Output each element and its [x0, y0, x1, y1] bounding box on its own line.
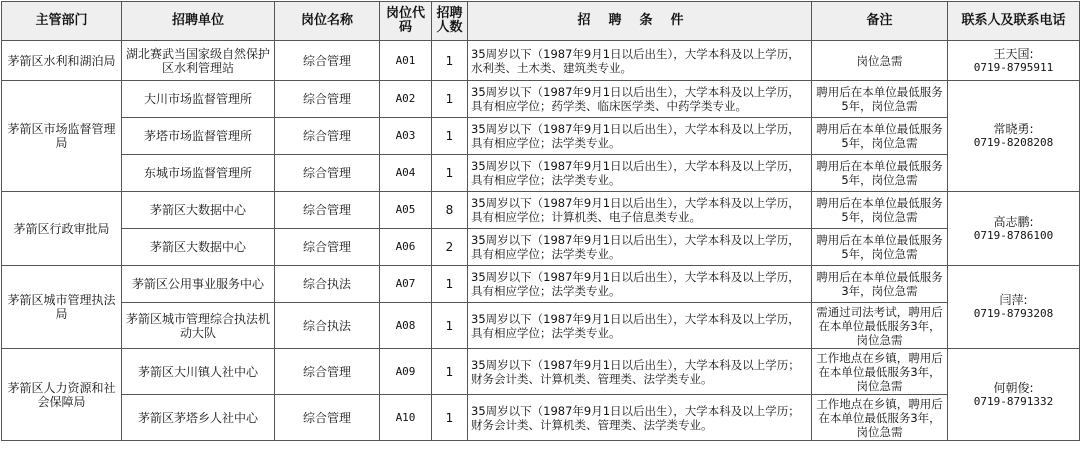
code-cell: A01 — [380, 41, 432, 81]
count-cell: 1 — [432, 395, 468, 441]
position-cell: 综合管理 — [275, 155, 380, 192]
requirements-cell: 35周岁以下（1987年9月1日以后出生），大学本科及以上学历，具有相应学位；计算机类、电子信息类专业。 — [468, 192, 812, 229]
contact-cell — [948, 266, 1080, 349]
count-cell: 2 — [432, 229, 468, 266]
contact-cell — [948, 41, 1080, 81]
code-cell: A04 — [380, 155, 432, 192]
requirements-cell: 35周岁以下（1987年9月1日以后出生），大学本科及以上学历，具有相应学位；药学类、临床医学类、中药学类专业。 — [468, 81, 812, 118]
count-cell: 8 — [432, 192, 468, 229]
code-cell: A02 — [380, 81, 432, 118]
unit-cell: 湖北赛武当国家级自然保护区水利管理站 — [122, 41, 275, 81]
requirements-cell: 35周岁以下（1987年9月1日以后出生），大学本科及以上学历；财务会计类、计算机类、管理类、法学类专业。 — [468, 395, 812, 441]
contact-name: 闫萍: — [999, 293, 1028, 307]
unit-cell: 东城市场监督管理所 — [122, 155, 275, 192]
table-row — [2, 118, 1080, 155]
contact-phone: 0719-8793208 — [973, 307, 1054, 320]
table-row — [2, 266, 1080, 303]
contact-cell — [948, 81, 1080, 192]
position-cell: 综合管理 — [275, 41, 380, 81]
count-cell: 1 — [432, 349, 468, 395]
contact-phone: 0719-8786100 — [973, 228, 1054, 242]
contact-cell — [948, 192, 1080, 266]
unit-cell: 茅箭区大数据中心 — [122, 192, 275, 229]
code-cell: A03 — [380, 118, 432, 155]
count-cell: 1 — [432, 266, 468, 303]
position-cell: 综合管理 — [275, 81, 380, 118]
code-cell: A06 — [380, 229, 432, 266]
unit-cell: 茅箭区公用事业服务中心 — [122, 266, 275, 303]
count-cell: 1 — [432, 41, 468, 81]
unit-cell: 茅箭区大川镇人社中心 — [122, 349, 275, 395]
table-row — [2, 395, 1080, 441]
contact-name: 高志鹏: — [993, 214, 1034, 229]
contact-name: 何朝俊: — [993, 380, 1034, 395]
table-row — [2, 349, 1080, 395]
requirements-cell: 35周岁以下（1987年9月1日以后出生），大学本科及以上学历，具有相应学位；法学类专业。 — [468, 229, 812, 266]
requirements-cell: 35周岁以下（1987年9月1日以后出生），大学本科及以上学历，具有相应学位；法学类专业。 — [468, 266, 812, 303]
code-cell: A10 — [380, 395, 432, 441]
position-cell: 综合管理 — [275, 229, 380, 266]
note-cell: 聘用后在本单位最低服务3年，岗位急需 — [812, 266, 948, 303]
contact-phone: 0719-8208208 — [973, 136, 1054, 149]
position-cell: 综合管理 — [275, 192, 380, 229]
dept-cell: 茅箭区人力资源和社会保障局 — [2, 349, 122, 441]
table-row — [2, 155, 1080, 192]
table-row — [2, 229, 1080, 266]
contact-cell — [948, 349, 1080, 441]
header-dept: 主管部门 — [2, 2, 122, 41]
position-cell: 综合管理 — [275, 395, 380, 441]
note-cell: 聘用后在本单位最低服务5年，岗位急需 — [812, 192, 948, 229]
note-cell: 工作地点在乡镇，聘用后在本单位最低服务3年，岗位急需 — [812, 395, 948, 441]
dept-cell: 茅箭区市场监督管理局 — [2, 81, 122, 192]
table-row — [2, 303, 1080, 349]
dept-cell: 茅箭区城市管理执法局 — [2, 266, 122, 349]
unit-cell: 茅箭区茅塔乡人社中心 — [122, 395, 275, 441]
count-cell: 1 — [432, 303, 468, 349]
unit-cell: 茅塔市场监督管理所 — [122, 118, 275, 155]
requirements-cell: 35周岁以下（1987年9月1日以后出生），大学本科及以上学历，水利类、土木类、建筑类专业。 — [468, 41, 812, 81]
header-code: 岗位代码 — [380, 2, 432, 41]
requirements-cell: 35周岁以下（1987年9月1日以后出生），大学本科及以上学历，具有相应学位；法学类专业。 — [468, 155, 812, 192]
code-cell: A09 — [380, 349, 432, 395]
header-position: 岗位名称 — [275, 2, 380, 41]
contact-name: 常晓勇: — [993, 122, 1034, 136]
table-row — [2, 81, 1080, 118]
count-cell: 1 — [432, 155, 468, 192]
count-cell: 1 — [432, 81, 468, 118]
code-cell: A05 — [380, 192, 432, 229]
note-cell: 聘用后在本单位最低服务5年，岗位急需 — [812, 155, 948, 192]
contact-phone: 0719-8791332 — [973, 394, 1054, 408]
unit-cell: 大川市场监督管理所 — [122, 81, 275, 118]
note-cell: 聘用后在本单位最低服务5年，岗位急需 — [812, 118, 948, 155]
note-cell: 岗位急需 — [812, 41, 948, 81]
dept-cell: 茅箭区行政审批局 — [2, 192, 122, 266]
contact-phone: 0719-8795911 — [973, 60, 1054, 74]
note-cell: 需通过司法考试，聘用后在本单位最低服务3年，岗位急需 — [812, 303, 948, 349]
note-cell: 聘用后在本单位最低服务5年，岗位急需 — [812, 81, 948, 118]
header-contact: 联系人及联系电话 — [948, 2, 1080, 41]
position-cell: 综合执法 — [275, 266, 380, 303]
requirements-cell: 35周岁以下（1987年9月1日以后出生），大学本科及以上学历，具有相应学位；法学类专业。 — [468, 118, 812, 155]
note-cell: 工作地点在乡镇，聘用后在本单位最低服务3年，岗位急需 — [812, 349, 948, 395]
unit-cell: 茅箭区城市管理综合执法机动大队 — [122, 303, 275, 349]
header-conditions: 招聘条件 — [468, 2, 812, 41]
position-cell: 综合管理 — [275, 118, 380, 155]
unit-cell: 茅箭区大数据中心 — [122, 229, 275, 266]
header-unit: 招聘单位 — [122, 2, 275, 41]
header-notes: 备注 — [812, 2, 948, 41]
count-cell: 1 — [432, 118, 468, 155]
code-cell: A07 — [380, 266, 432, 303]
header-row — [2, 2, 1080, 41]
position-cell: 综合执法 — [275, 303, 380, 349]
header-count: 招聘人数 — [432, 2, 468, 41]
table-row — [2, 41, 1080, 81]
requirements-cell: 35周岁以下（1987年9月1日以后出生），大学本科及以上学历；财务会计类、计算机类、管理类、法学类专业。 — [468, 349, 812, 395]
note-cell: 聘用后在本单位最低服务5年，岗位急需 — [812, 229, 948, 266]
code-cell: A08 — [380, 303, 432, 349]
dept-cell: 茅箭区水利和湖泊局 — [2, 41, 122, 81]
position-cell: 综合管理 — [275, 349, 380, 395]
requirements-cell: 35周岁以下（1987年9月1日以后出生），大学本科及以上学历，具有相应学位；法学类专业。 — [468, 303, 812, 349]
table-row — [2, 192, 1080, 229]
recruitment-table — [1, 1, 1080, 441]
contact-name: 王天国: — [993, 46, 1034, 61]
